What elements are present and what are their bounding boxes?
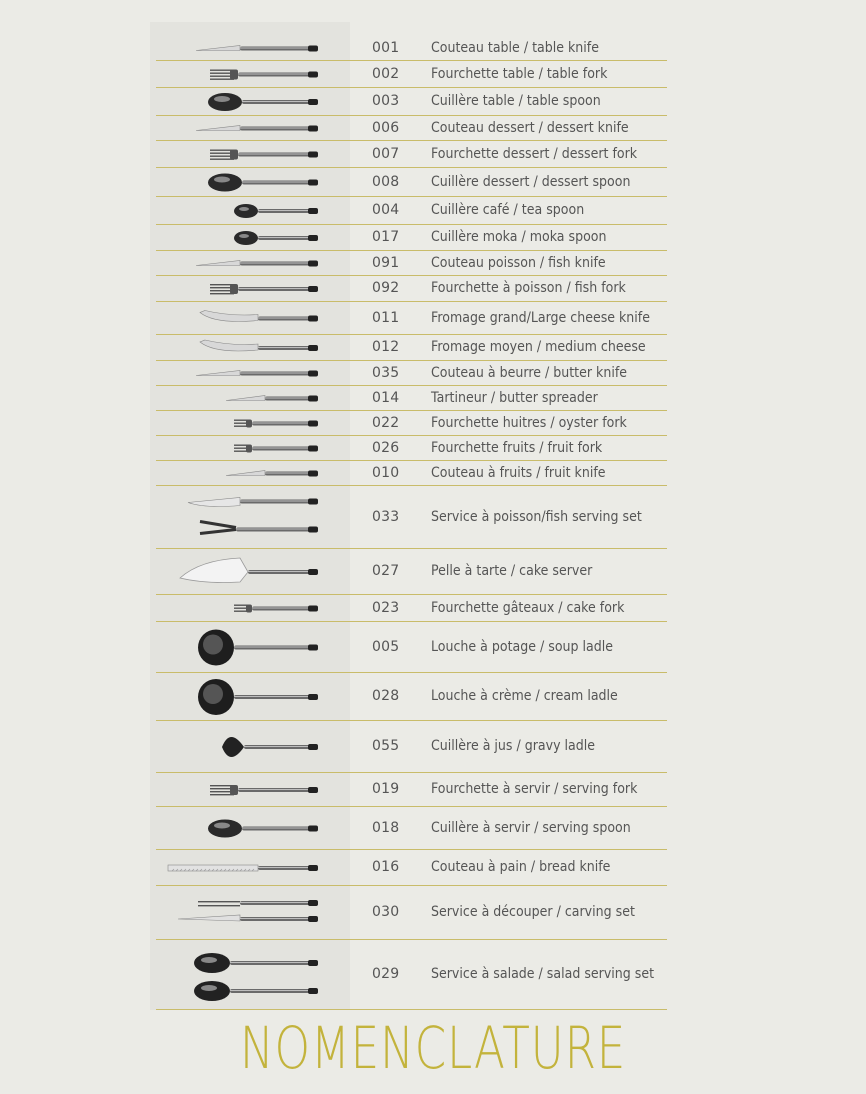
item-code: 026 <box>372 439 400 456</box>
item-code: 033 <box>372 508 400 525</box>
item-label: Cuillère moka / moka spoon <box>431 229 607 245</box>
item-label: Couteau à beurre / butter knife <box>431 364 628 381</box>
item-code: 004 <box>372 202 400 218</box>
item-code: 055 <box>372 738 400 754</box>
list-item <box>156 302 667 335</box>
item-code: 003 <box>372 93 400 109</box>
item-label: Cuillère à jus / gravy ladle <box>431 738 596 754</box>
item-label: Fromage moyen / medium cheese <box>431 339 646 355</box>
item-code: 029 <box>372 966 400 982</box>
item-label: Cuillère à servir / serving spoon <box>431 819 631 836</box>
list-item <box>156 88 667 116</box>
item-code: 027 <box>372 563 400 579</box>
list-item <box>156 773 667 807</box>
item-label: Fourchette table / table fork <box>431 65 608 82</box>
item-code: 028 <box>372 688 400 704</box>
item-code: 005 <box>372 638 400 655</box>
list-item <box>156 721 667 773</box>
list-item <box>156 141 667 168</box>
list-item <box>156 61 667 88</box>
item-label: Fourchette à poisson / fish fork <box>431 280 626 296</box>
item-label: Fourchette fruits / fruit fork <box>431 439 603 456</box>
item-label: Couteau dessert / dessert knife <box>431 119 629 136</box>
item-code: 006 <box>372 119 400 136</box>
item-code: 019 <box>372 781 400 797</box>
item-code: 014 <box>372 389 400 406</box>
list-item <box>156 622 667 673</box>
list-item <box>156 595 667 622</box>
item-label: Couteau table / table knife <box>431 39 599 56</box>
item-label: Couteau à fruits / fruit knife <box>431 464 606 481</box>
list-item <box>156 361 667 386</box>
item-code: 091 <box>372 254 400 271</box>
item-label: Fourchette à servir / serving fork <box>431 781 638 797</box>
list-item <box>156 411 667 436</box>
list-item <box>156 168 667 197</box>
item-label: Cuillère café / tea spoon <box>431 202 585 218</box>
item-label: Fromage grand/Large cheese knife <box>431 309 650 326</box>
list-item <box>156 276 667 302</box>
item-code: 012 <box>372 339 400 355</box>
item-label: Fourchette gâteaux / cake fork <box>431 599 625 616</box>
list-item <box>156 486 667 549</box>
list-item <box>156 940 667 1010</box>
list-item <box>156 436 667 461</box>
item-code: 022 <box>372 414 400 431</box>
list-item <box>156 251 667 276</box>
list-item <box>156 335 667 361</box>
item-label: Louche à crème / cream ladle <box>431 688 618 704</box>
list-item <box>156 461 667 486</box>
item-label: Louche à potage / soup ladle <box>431 638 614 655</box>
item-code: 002 <box>372 65 400 82</box>
item-label: Tartineur / butter spreader <box>431 389 598 406</box>
list-item <box>156 225 667 251</box>
list-item <box>156 549 667 595</box>
item-label: Cuillère dessert / dessert spoon <box>431 173 631 190</box>
item-code: 011 <box>372 309 400 326</box>
list-item <box>156 386 667 411</box>
tea-spoon-icon <box>156 197 667 225</box>
list-item <box>156 886 667 940</box>
list-item <box>156 807 667 850</box>
list-item <box>156 116 667 141</box>
item-code: 035 <box>372 364 400 381</box>
item-code: 008 <box>372 173 400 190</box>
item-label: Fourchette dessert / dessert fork <box>431 145 638 162</box>
item-label: Cuillère table / table spoon <box>431 93 601 109</box>
list-item <box>156 36 667 61</box>
list-item <box>156 673 667 721</box>
item-label: Fourchette huitres / oyster fork <box>431 414 627 431</box>
list-item <box>156 197 667 225</box>
item-code: 017 <box>372 229 400 245</box>
item-label: Couteau à pain / bread knife <box>431 859 611 875</box>
item-label: Couteau poisson / fish knife <box>431 254 606 271</box>
item-code: 010 <box>372 464 400 481</box>
item-label: Service à salade / salad serving set <box>431 966 655 982</box>
item-code: 016 <box>372 859 400 875</box>
item-label: Service à poisson/fish serving set <box>431 508 642 525</box>
item-label: Service à découper / carving set <box>431 904 635 920</box>
page-title: NOMENCLATURE <box>239 1014 627 1082</box>
item-code: 001 <box>372 39 400 56</box>
item-code: 030 <box>372 904 400 920</box>
item-code: 018 <box>372 819 400 836</box>
list-item <box>156 850 667 886</box>
item-label: Pelle à tarte / cake server <box>431 563 593 579</box>
item-code: 007 <box>372 145 400 162</box>
item-code: 092 <box>372 280 400 296</box>
item-code: 023 <box>372 599 400 616</box>
